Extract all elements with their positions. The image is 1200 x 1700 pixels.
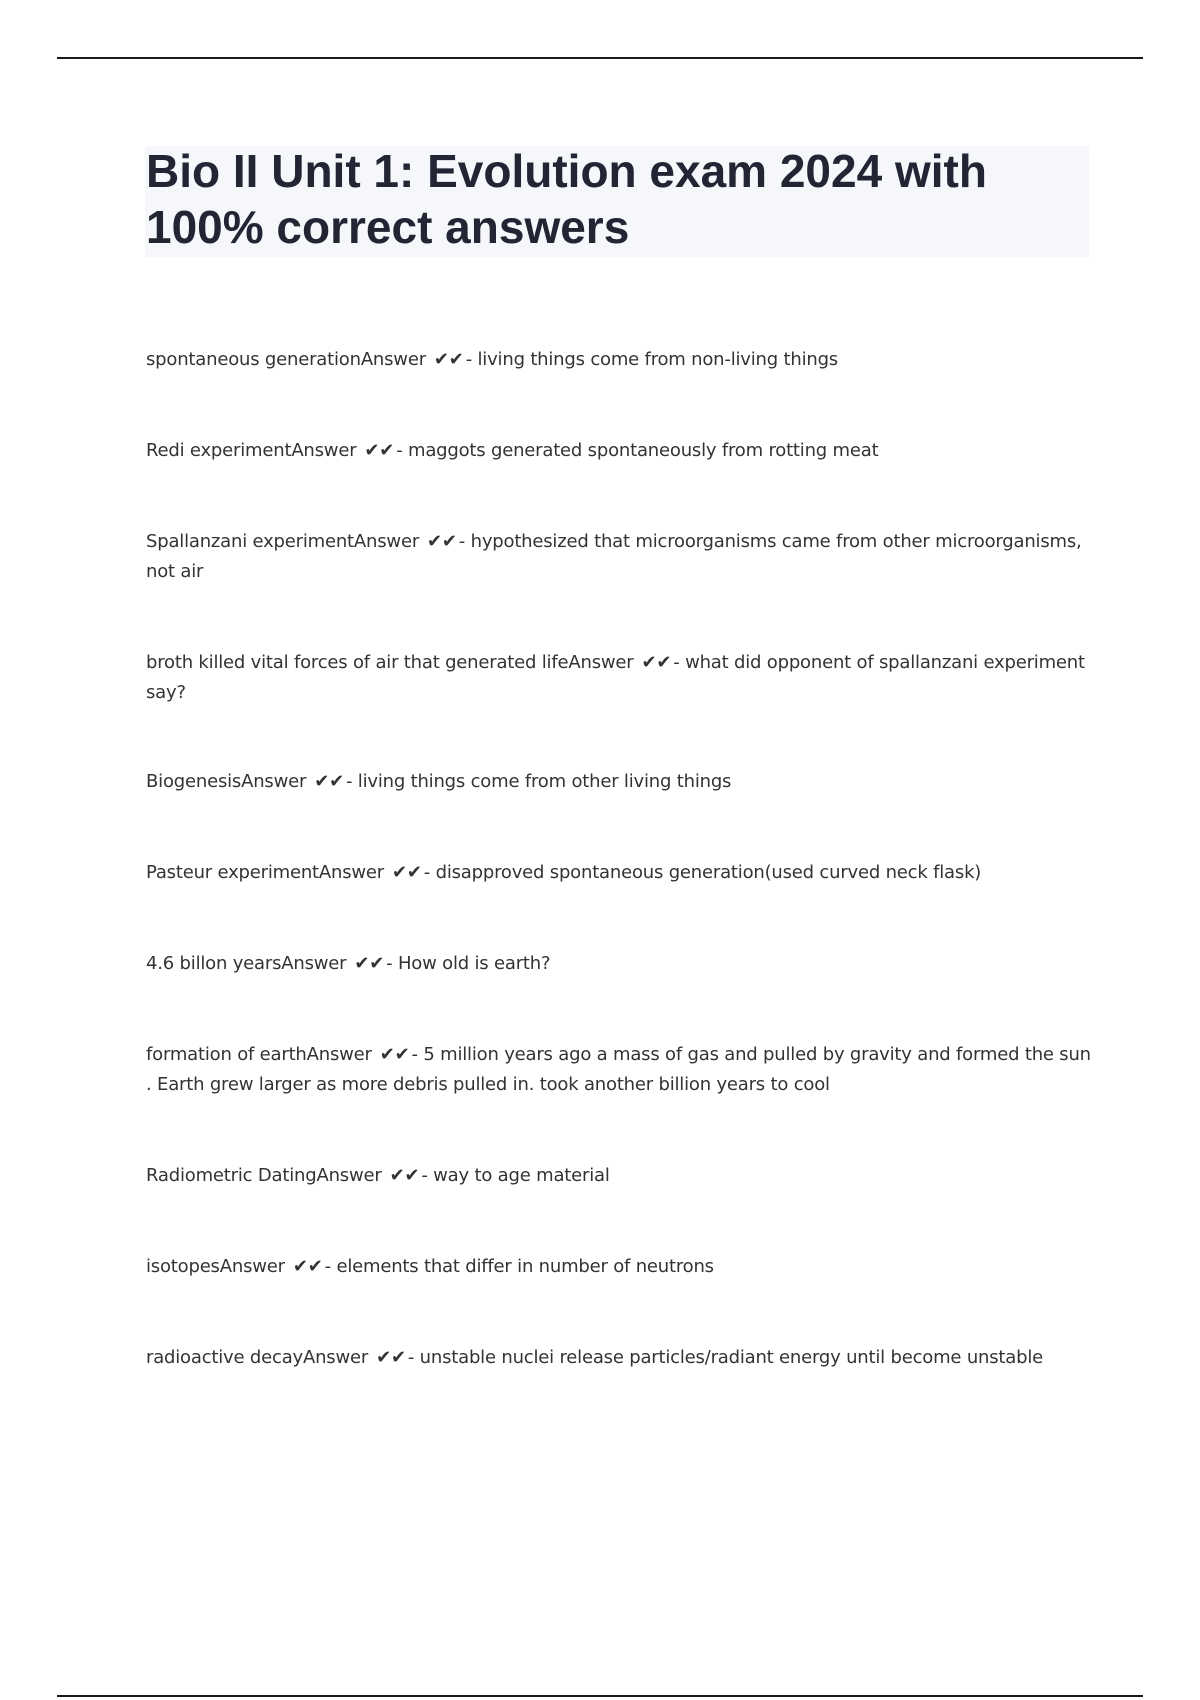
qa-term: Biogenesis <box>146 771 242 792</box>
qa-item <box>146 1343 1096 1373</box>
qa-answer: - How old is earth? <box>386 953 551 974</box>
qa-answer-label: Answer <box>241 771 307 792</box>
qa-answer-label: Answer <box>281 953 347 974</box>
qa-answer: - maggots generated spontaneously from rotting meat <box>396 440 879 461</box>
qa-term: Pasteur experiment <box>146 862 319 883</box>
qa-answer-label: Answer <box>318 862 385 883</box>
check-icon: ✔✔ <box>389 1165 420 1186</box>
top-rule <box>57 57 1143 59</box>
check-icon: ✔✔ <box>314 771 344 792</box>
check-icon: ✔✔ <box>427 531 457 552</box>
qa-answer-label: Answer <box>219 1256 285 1277</box>
check-icon: ✔✔ <box>433 349 464 370</box>
check-icon: ✔✔ <box>292 1256 323 1277</box>
qa-answer: - way to age material <box>421 1165 610 1186</box>
qa-answer-label: Answer <box>291 440 357 461</box>
qa-term: formation of earth <box>146 1044 307 1065</box>
qa-term: 4.6 billon years <box>146 953 282 974</box>
qa-item <box>146 527 1096 587</box>
qa-item <box>146 1040 1096 1100</box>
qa-term: Spallanzani experiment <box>146 531 354 552</box>
qa-term: radioactive decay <box>146 1347 303 1368</box>
qa-answer-label: Answer <box>353 531 420 552</box>
qa-answer: - living things come from non-living things <box>465 349 838 370</box>
check-icon: ✔✔ <box>379 1044 410 1065</box>
check-icon: ✔✔ <box>376 1347 406 1368</box>
qa-item <box>146 767 1096 797</box>
qa-term: broth killed vital forces of air that generated life <box>146 652 569 673</box>
qa-answer-label: Answer <box>302 1347 369 1368</box>
qa-answer: - what did opponent of spallanzani experiment say? <box>146 652 1085 703</box>
qa-item <box>146 648 1096 708</box>
qa-answer-label: Answer <box>568 652 634 673</box>
qa-answer-label: Answer <box>316 1165 382 1186</box>
check-icon: ✔✔ <box>641 652 672 673</box>
qa-item <box>146 858 1096 888</box>
qa-item <box>146 436 1096 466</box>
qa-term: spontaneous generation <box>146 349 361 370</box>
qa-answer-label: Answer <box>306 1044 372 1065</box>
qa-answer: - disapproved spontaneous generation(used curved neck flask) <box>423 862 982 883</box>
qa-answer-label: Answer <box>360 349 426 370</box>
check-icon: ✔✔ <box>392 862 422 883</box>
bottom-rule <box>57 1695 1143 1697</box>
qa-item <box>146 1252 1096 1282</box>
qa-answer: - 5 million years ago a mass of gas and pulled by gravity and formed the sun . Earth grew larger as more debris pulled in. took another billion years to cool <box>146 1044 1091 1095</box>
qa-term: isotopes <box>146 1256 220 1277</box>
qa-item <box>146 949 1096 979</box>
check-icon: ✔✔ <box>364 440 395 461</box>
qa-term: Radiometric Dating <box>146 1165 317 1186</box>
qa-term: Redi experiment <box>146 440 292 461</box>
qa-item <box>146 1161 1096 1191</box>
qa-answer: - elements that differ in number of neutrons <box>324 1256 714 1277</box>
check-icon: ✔✔ <box>354 953 385 974</box>
qa-answer: - living things come from other living things <box>345 771 732 792</box>
qa-answer: - hypothesized that microorganisms came from other microorganisms, not air <box>146 531 1082 582</box>
qa-answer: - unstable nuclei release particles/radiant energy until become unstable <box>407 1347 1044 1368</box>
qa-item <box>146 345 1096 375</box>
page-title: Bio II Unit 1: Evolution exam 2024 with 100% correct answers <box>146 145 987 253</box>
